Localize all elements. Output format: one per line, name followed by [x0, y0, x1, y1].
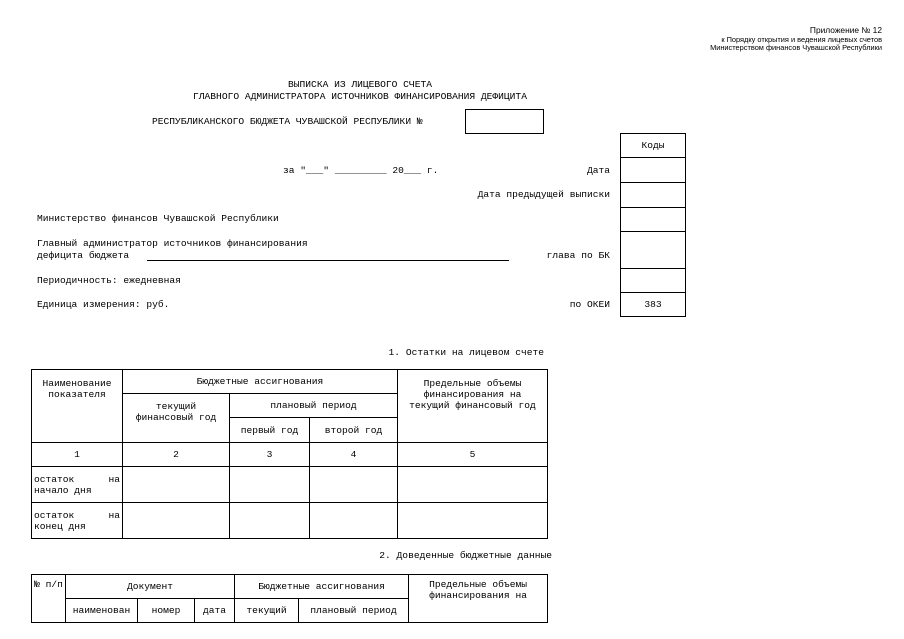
table-row — [32, 467, 548, 503]
header-limits-2: Предельные объемы финансирования на — [409, 575, 548, 623]
code-ministry — [621, 208, 686, 232]
document-title-line-1: ВЫПИСКА ИЗ ЛИЦЕВОГО СЧЕТА — [288, 79, 432, 90]
code-date — [621, 158, 686, 183]
codes-column — [620, 133, 686, 317]
appendix-note — [710, 26, 882, 52]
balances-table — [31, 369, 548, 539]
date-label: Дата — [586, 165, 610, 176]
header-document: Документ — [66, 575, 235, 599]
periodicity-label: Периодичность: ежедневная — [37, 275, 181, 286]
header-doc-number: номер — [138, 599, 195, 623]
row-label-opening — [32, 467, 123, 503]
budget-data-table — [31, 574, 548, 623]
column-number: 3 — [230, 443, 310, 467]
table-cell — [230, 503, 310, 539]
unit-label: Единица измерения: руб. — [37, 299, 170, 310]
row-label-closing — [32, 503, 123, 539]
admin-label-line-1: Главный администратор источников финансирования — [37, 238, 308, 249]
header-first-year: первый год — [230, 418, 310, 443]
table-cell — [398, 503, 548, 539]
column-number: 4 — [310, 443, 398, 467]
header-indicator: Наименование показателя — [32, 370, 123, 443]
column-number: 1 — [32, 443, 123, 467]
admin-label-line-2: дефицита бюджета — [37, 250, 130, 261]
table-cell — [310, 467, 398, 503]
ministry-label: Министерство финансов Чувашской Республики — [37, 213, 279, 224]
row-label-line: остаток на — [34, 473, 120, 485]
prev-date-label: Дата предыдущей выписки — [477, 189, 610, 200]
account-number-box — [465, 109, 544, 134]
row-label-line: остаток на — [34, 509, 120, 521]
code-periodicity — [621, 269, 686, 293]
admin-name-underline — [147, 260, 509, 261]
header-doc-date: дата — [195, 599, 235, 623]
table-cell — [123, 503, 230, 539]
header-planning-period: плановый период — [230, 394, 398, 418]
header-budget-allocations: Бюджетные ассигнования — [123, 370, 398, 394]
header-budget-allocations-2: Бюджетные ассигнования — [235, 575, 409, 599]
code-chapter-bk — [621, 232, 686, 269]
column-number: 5 — [398, 443, 548, 467]
table-cell — [398, 467, 548, 503]
document-title-line-2: ГЛАВНОГО АДМИНИСТРАТОРА ИСТОЧНИКОВ ФИНАНСИРОВАНИЯ ДЕФИЦИТА — [193, 91, 527, 102]
code-prev-date — [621, 183, 686, 208]
table-cell — [123, 467, 230, 503]
section-1-title: 1. Остатки на лицевом счете — [388, 347, 544, 358]
header-planning-period-2: плановый период — [299, 599, 409, 623]
code-okei: 383 — [621, 293, 686, 317]
table-cell — [310, 503, 398, 539]
column-number: 2 — [123, 443, 230, 467]
header-doc-name: наименован — [66, 599, 138, 623]
statement-date-line: за "___" _________ 20___ г. — [283, 165, 439, 176]
row-label-line: конец дня — [34, 520, 86, 532]
header-second-year: второй год — [310, 418, 398, 443]
header-current: текущий — [235, 599, 299, 623]
appendix-line-3: Министерством финансов Чувашской Республики — [710, 42, 882, 52]
appendix-line-1: Приложение № 12 — [809, 25, 882, 35]
row-label-line: начало дня — [34, 484, 92, 496]
codes-header: Коды — [621, 134, 686, 158]
header-limits: Предельные объемы финансирования на текущий финансовый год — [398, 370, 548, 443]
header-current-year: текущий финансовый год — [123, 394, 230, 443]
okei-label: по ОКЕИ — [569, 299, 610, 310]
header-num: № п/п — [32, 575, 66, 623]
table-cell — [230, 467, 310, 503]
section-2-title: 2. Доведенные бюджетные данные — [379, 550, 552, 561]
document-title-line-3: РЕСПУБЛИКАНСКОГО БЮДЖЕТА ЧУВАШСКОЙ РЕСПУБЛИКИ № — [152, 116, 423, 127]
chapter-bk-label: глава по БК — [546, 250, 610, 261]
table-row — [32, 503, 548, 539]
appendix-line-2: к Порядку открытия и ведения лицевых счетов — [721, 34, 882, 44]
